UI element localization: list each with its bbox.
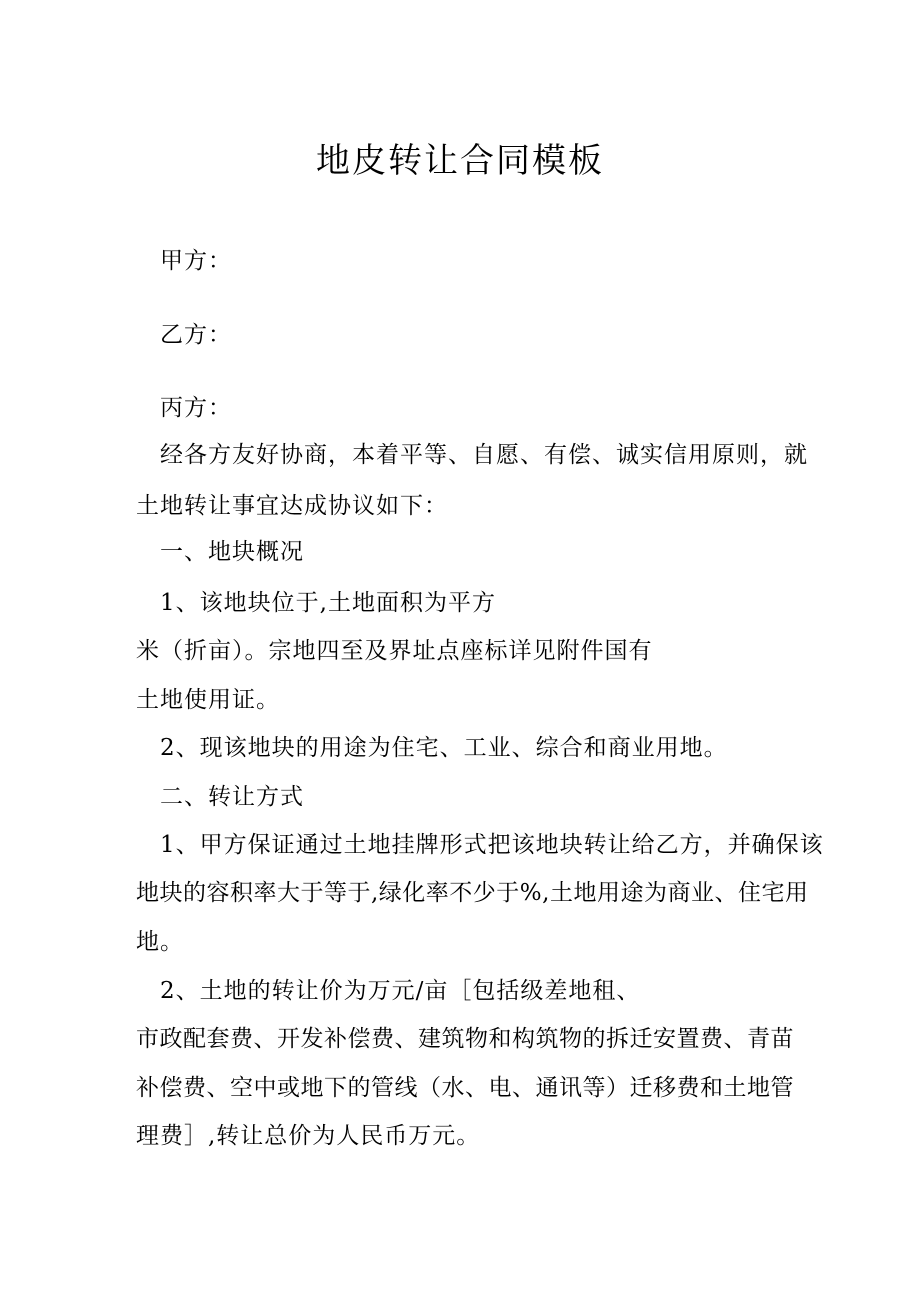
section-heading: 一、地块概况 (160, 539, 304, 565)
clause-line: 2、现该地块的用途为住宅、工业、综合和商业用地。 (160, 735, 728, 761)
section-heading: 二、转让方式 (160, 784, 304, 810)
clause-line: 理费］,转让总价为人民币万元。 (136, 1123, 481, 1149)
intro-paragraph-line: 经各方友好协商，本着平等、自愿、有偿、诚实信用原则，就 (160, 442, 808, 468)
intro-paragraph-line: 土地转让事宜达成协议如下： (136, 493, 448, 519)
clause-line: 1、甲方保证通过土地挂牌形式把该地块转让给乙方，并确保该 (160, 832, 824, 858)
clause-line: 地块的容积率大于等于,绿化率不少于%,土地用途为商业、住宅用 (136, 880, 809, 906)
party-b-label: 乙方： (160, 322, 232, 348)
clause-line: 市政配套费、开发补偿费、建筑物和构筑物的拆迁安置费、青苗 (136, 1026, 794, 1052)
party-a-label: 甲方： (160, 248, 232, 274)
document-title: 地皮转让合同模板 (316, 141, 604, 181)
clause-line: 补偿费、空中或地下的管线（水、电、通讯等）迁移费和土地管 (136, 1075, 794, 1101)
party-c-label: 丙方： (160, 395, 232, 421)
clause-line: 1、该地块位于,土地面积为平方 (160, 590, 496, 616)
clause-line: 土地使用证。 (136, 687, 280, 713)
clause-line: 地。 (136, 929, 184, 955)
clause-line: 2、土地的转让价为万元/亩［包括级差地租、 (160, 978, 641, 1004)
clause-line: 米（折亩）。宗地四至及界址点座标详见附件国有 (136, 638, 653, 664)
